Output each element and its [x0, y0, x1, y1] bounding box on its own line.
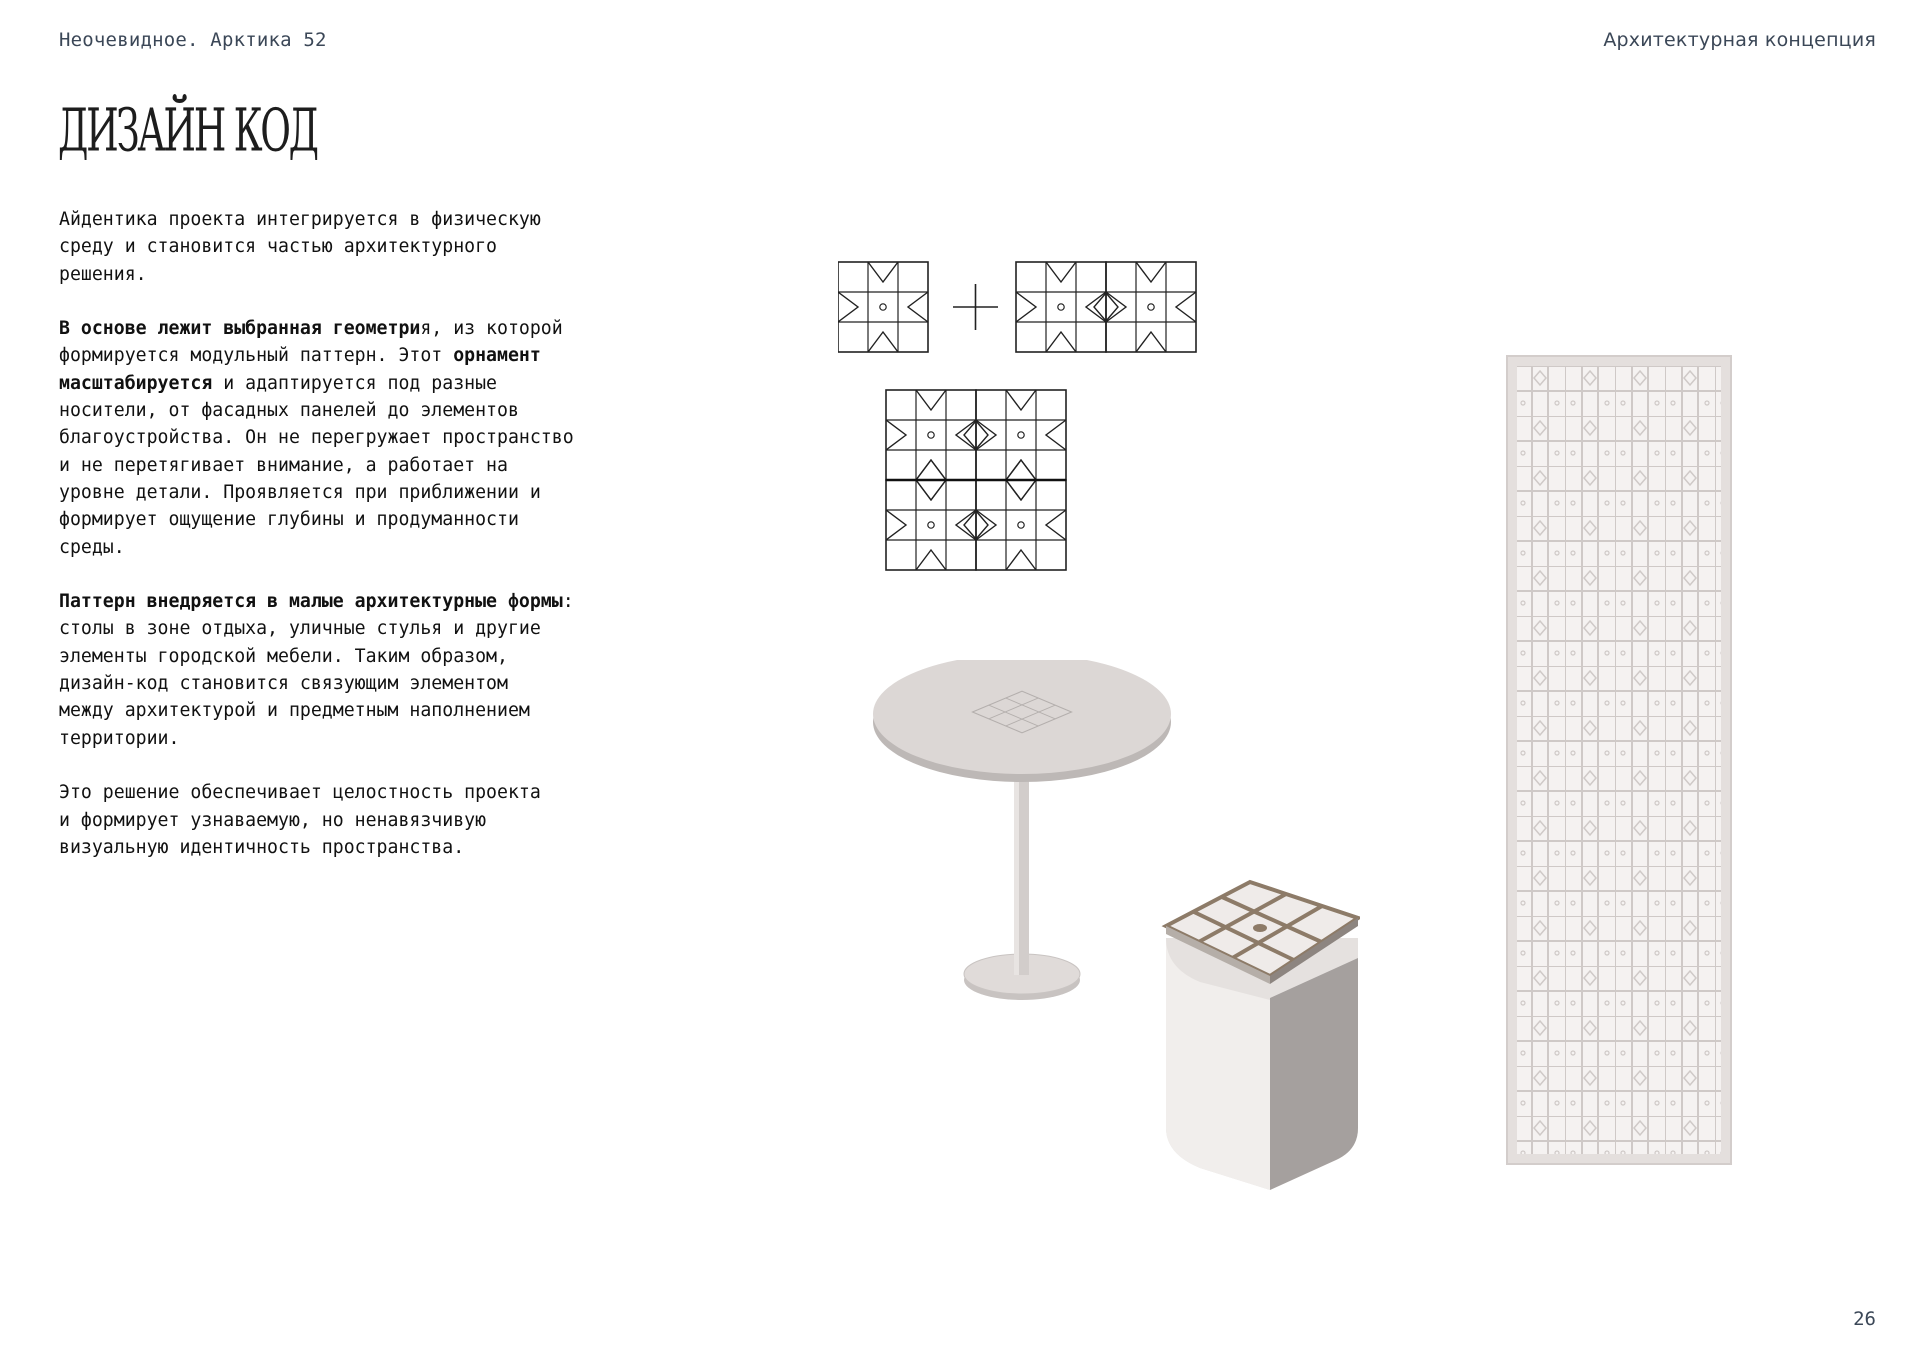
pattern-module-diagram: [838, 258, 1208, 358]
pattern-single-module: [838, 262, 928, 352]
stool-illustration: [1160, 878, 1360, 1194]
paragraph-geometry: [59, 315, 679, 561]
text-run: я, из которой формируется модульный паттерн. Этот: [59, 318, 563, 367]
page-number: 26: [1853, 1308, 1876, 1330]
facade-panel-illustration: [1505, 354, 1735, 1166]
header-project-name: Неочевидное. Арктика 52: [59, 29, 327, 51]
bold-ornament: орнамент масштабируется: [59, 345, 541, 394]
table-illustration: [868, 660, 1180, 1020]
bold-geometry: В основе лежит выбранная геометри: [59, 318, 421, 340]
pattern-double-module: [1016, 262, 1196, 352]
page-title: ДИЗАЙН КОД: [58, 97, 317, 166]
body-text: [59, 206, 679, 888]
header-section-name: Архитектурная концепция: [1603, 29, 1876, 51]
bold-pattern: Паттерн внедряется в малые архитектурные формы: [59, 591, 563, 613]
paragraph-furniture: [59, 588, 679, 752]
paragraph-intro: Айдентика проекта интегрируется в физическую среду и становится частью архитектурного решения.: [59, 209, 541, 285]
text-run: и адаптируется под разные носители, от фасадных панелей до элементов благоустройства. Он не перегружает пространство и не перетягивает внимание, а работает на уровне детали. Проявляется при приближении и формирует ощущение глубины и продуманности среды.: [59, 372, 574, 558]
text-run: : столы в зоне отдыха, уличные стулья и другие элементы городской мебели. Таким образом, дизайн-код становится связующим элементом между архитектурой и предметным наполнением территории.: [59, 591, 574, 749]
plus-sign: [953, 284, 998, 330]
paragraph-conclusion: Это решение обеспечивает целостность проекта и формирует узнаваемую, но ненавязчивую визуальную идентичность пространства.: [59, 782, 541, 858]
pattern-grid-diagram: [884, 388, 1070, 574]
